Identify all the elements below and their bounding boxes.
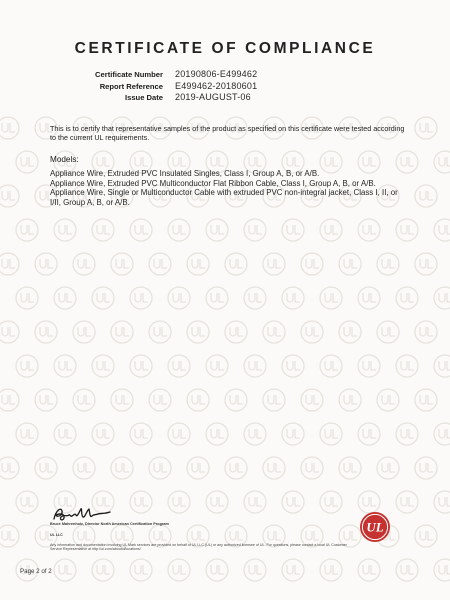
model-item: Appliance Wire, Extruded PVC Insulated Singles, Class I, Group A, B, or A/B.: [50, 169, 320, 178]
watermark-ul-mark: [415, 117, 437, 139]
certificate-meta: [90, 69, 257, 104]
watermark-ul-mark: [206, 491, 228, 513]
watermark-ul-mark: [73, 253, 95, 275]
watermark-ul-mark: [111, 457, 133, 479]
meta-label: Issue Date: [125, 93, 163, 102]
watermark-ul-mark: [16, 287, 38, 309]
watermark-ul-mark: [244, 491, 266, 513]
watermark-ul-mark: [111, 253, 133, 275]
watermark-ul-mark: [320, 355, 342, 377]
watermark-ul-mark: [168, 559, 190, 581]
watermark-ul-mark: [16, 355, 38, 377]
watermark-ul-mark: [187, 321, 209, 343]
watermark-ul-mark: [149, 321, 171, 343]
watermark-ul-mark: [168, 491, 190, 513]
watermark-ul-mark: [16, 219, 38, 241]
watermark-ul-mark: [0, 185, 19, 207]
watermark-ul-mark: [54, 423, 76, 445]
watermark-ul-mark: [434, 151, 450, 173]
models-list: [50, 169, 405, 207]
watermark-ul-mark: [358, 287, 380, 309]
watermark-ul-mark: [54, 355, 76, 377]
watermark-ul-mark: [377, 389, 399, 411]
watermark-ul-mark: [149, 253, 171, 275]
watermark-ul-mark: [0, 253, 19, 275]
watermark-ul-mark: [358, 559, 380, 581]
watermark-ul-mark: [263, 389, 285, 411]
watermark-ul-mark: [225, 321, 247, 343]
watermark-ul-mark: [415, 389, 437, 411]
report-reference-value: E499462-20180601: [175, 80, 258, 91]
watermark-ul-mark: [35, 321, 57, 343]
watermark-ul-mark: [415, 525, 437, 547]
watermark-ul-mark: [301, 389, 323, 411]
signer-organization: UL LLC: [50, 533, 63, 537]
watermark-ul-mark: [0, 457, 19, 479]
issue-date-value: 2019-AUGUST-06: [175, 92, 251, 102]
watermark-ul-mark: [54, 219, 76, 241]
watermark-ul-mark: [339, 389, 361, 411]
watermark-ul-mark: [130, 423, 152, 445]
watermark-ul-mark: [149, 457, 171, 479]
page-number: Page 2 of 2: [20, 568, 52, 575]
watermark-ul-mark: [320, 491, 342, 513]
watermark-ul-mark: [206, 423, 228, 445]
watermark-ul-mark: [206, 219, 228, 241]
watermark-ul-mark: [282, 287, 304, 309]
watermark-ul-mark: [54, 287, 76, 309]
watermark-ul-mark: [244, 559, 266, 581]
watermark-ul-mark: [396, 355, 418, 377]
watermark-ul-mark: [358, 355, 380, 377]
meta-row-report-reference: [90, 81, 257, 93]
watermark-ul-mark: [263, 457, 285, 479]
watermark-ul-mark: [225, 457, 247, 479]
watermark-ul-mark: [130, 491, 152, 513]
watermark-ul-mark: [282, 219, 304, 241]
watermark-ul-mark: [92, 355, 114, 377]
watermark-ul-mark: [358, 491, 380, 513]
watermark-ul-mark: [111, 389, 133, 411]
watermark-ul-mark: [0, 389, 19, 411]
watermark-ul-mark: [16, 423, 38, 445]
watermark-ul-mark: [168, 219, 190, 241]
watermark-ul-mark: [282, 491, 304, 513]
watermark-ul-mark: [130, 355, 152, 377]
watermark-ul-mark: [396, 491, 418, 513]
certification-statement: This is to certify that representative samples of the product as specified on this certificate were tested according to the current UL requirements.: [50, 124, 405, 143]
watermark-ul-mark: [301, 253, 323, 275]
watermark-ul-mark: [377, 253, 399, 275]
watermark-ul-mark: [396, 559, 418, 581]
footer-note: Any information and documentation involving UL Mark services are provided on behalf of UL LLC (UL) or any authorized licensee of UL. For questions, please contact a local UL Customer Service Representative at http://ul.com/aboutul/locations/: [50, 543, 347, 552]
watermark-ul-mark: [111, 321, 133, 343]
watermark-ul-mark: [149, 389, 171, 411]
model-item: Appliance Wire, Extruded PVC Multiconductor Flat Ribbon Cable, Class I, Group A, B, or A/B.: [50, 178, 376, 188]
models-heading: Models:: [50, 155, 79, 164]
watermark-ul-mark: [339, 253, 361, 275]
watermark-ul-mark: [282, 559, 304, 581]
watermark-ul-mark: [434, 559, 450, 581]
watermark-ul-mark: [301, 321, 323, 343]
watermark-ul-mark: [16, 151, 38, 173]
watermark-ul-mark: [206, 355, 228, 377]
watermark-ul-mark: [339, 457, 361, 479]
svg-text:UL: UL: [366, 519, 384, 535]
watermark-ul-mark: [35, 253, 57, 275]
watermark-ul-mark: [73, 321, 95, 343]
watermark-ul-mark: [0, 117, 19, 139]
watermark-ul-mark: [396, 287, 418, 309]
watermark-ul-mark: [168, 355, 190, 377]
watermark-ul-mark: [244, 423, 266, 445]
watermark-ul-mark: [92, 219, 114, 241]
watermark-ul-mark: [73, 457, 95, 479]
watermark-ul-mark: [282, 355, 304, 377]
watermark-ul-mark: [206, 287, 228, 309]
watermark-ul-mark: [16, 491, 38, 513]
watermark-ul-mark: [187, 389, 209, 411]
watermark-ul-mark: [396, 219, 418, 241]
watermark-ul-mark: [320, 559, 342, 581]
watermark-ul-mark: [358, 219, 380, 241]
watermark-ul-mark: [434, 219, 450, 241]
watermark-ul-mark: [377, 321, 399, 343]
watermark-ul-mark: [320, 287, 342, 309]
meta-row-certificate-number: [90, 69, 257, 81]
watermark-ul-mark: [320, 219, 342, 241]
watermark-ul-mark: [377, 457, 399, 479]
watermark-ul-mark: [415, 457, 437, 479]
watermark-ul-mark: [282, 423, 304, 445]
watermark-ul-mark: [320, 423, 342, 445]
watermark-ul-mark: [0, 525, 19, 547]
watermark-ul-mark: [415, 253, 437, 275]
meta-label: Report Reference: [99, 81, 163, 91]
certificate-title: CERTIFICATE OF COMPLIANCE: [74, 40, 376, 57]
watermark-ul-mark: [225, 389, 247, 411]
meta-label: Certificate Number: [95, 70, 163, 79]
watermark-ul-mark: [301, 457, 323, 479]
watermark-ul-mark: [0, 321, 19, 343]
certificate-number-value: 20190806-E499462: [175, 69, 258, 79]
watermark-ul-mark: [187, 457, 209, 479]
watermark-ul-mark: [434, 491, 450, 513]
watermark-ul-mark: [92, 423, 114, 445]
watermark-ul-mark: [168, 287, 190, 309]
watermark-ul-mark: [130, 559, 152, 581]
watermark-ul-mark: [92, 287, 114, 309]
watermark-ul-mark: [244, 287, 266, 309]
watermark-ul-mark: [130, 219, 152, 241]
watermark-ul-mark: [263, 321, 285, 343]
watermark-ul-mark: [434, 355, 450, 377]
watermark-ul-mark: [339, 321, 361, 343]
watermark-ul-mark: [187, 253, 209, 275]
watermark-ul-mark: [130, 287, 152, 309]
signer-name: Bruce Mahrenholz, Director North American Certification Program: [50, 522, 169, 526]
watermark-ul-mark: [434, 423, 450, 445]
watermark-ul-mark: [168, 423, 190, 445]
watermark-ul-mark: [54, 559, 76, 581]
watermark-ul-mark: [263, 253, 285, 275]
watermark-ul-mark: [396, 423, 418, 445]
meta-row-issue-date: [90, 92, 257, 104]
watermark-ul-mark: [73, 389, 95, 411]
watermark-ul-mark: [35, 457, 57, 479]
watermark-ul-mark: [206, 559, 228, 581]
watermark-ul-mark: [244, 219, 266, 241]
watermark-ul-mark: [92, 559, 114, 581]
ul-logo-icon: [359, 511, 391, 543]
watermark-ul-mark: [35, 389, 57, 411]
watermark-ul-mark: [415, 185, 437, 207]
watermark-ul-mark: [244, 355, 266, 377]
watermark-ul-mark: [358, 423, 380, 445]
model-item: Appliance Wire, Single or Multiconductor Cable with extruded PVC non-integral jacket, Class I, II, or I/II, Group A, B, or A/B.: [50, 188, 398, 207]
watermark-ul-mark: [434, 287, 450, 309]
signature-icon: [52, 506, 112, 523]
watermark-ul-mark: [225, 253, 247, 275]
watermark-ul-mark: [415, 321, 437, 343]
